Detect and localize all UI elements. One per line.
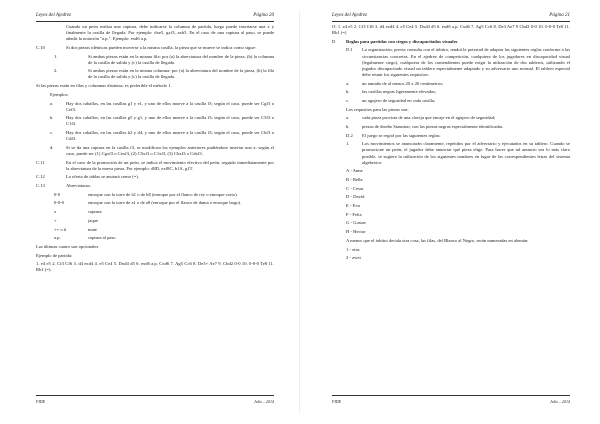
paragraph-text: 2 - zwei (346, 255, 361, 261)
footer-date: Julio – 2014 (254, 399, 274, 404)
paragraph-block (332, 168, 570, 174)
paragraph-text: Si ambas piezas están en la misma columna: por (a) la abreviatura del nombre de la pieza, (b) la fila de la casilla de salida y (c) la casilla de llegada. (88, 68, 274, 80)
page-body (36, 24, 274, 276)
paragraph-text: Ejemplos: (50, 91, 69, 97)
paragraph-label: 1. (54, 53, 58, 59)
paragraph-text: Reglas para partidas con ciegos y discapacitados visuales (346, 38, 458, 44)
paragraph-label: D (332, 38, 336, 44)
paragraph-block (36, 45, 274, 51)
paragraph-block (36, 54, 274, 66)
paragraph-text: las casillas negras ligeramente elevadas; (362, 89, 436, 95)
paragraph-block (332, 203, 570, 209)
paragraph-text: Si ambas piezas están en la misma fila: por (a) la abreviatura del nombre de la pieza, (b) la columna de la casilla de salida y (c) la casilla de llegada. (88, 53, 274, 65)
paragraph-text: Hay dos caballos, en las casillas g5 y g1, y uno de ellos mueve a la casilla f3; según el caso, puede ser C5f3 o C1f3. (66, 115, 274, 127)
paragraph-label: b. (50, 115, 54, 121)
paragraph-text: El juego se regirá por las siguientes reglas: (362, 132, 441, 138)
paragraph-label: x (54, 209, 57, 215)
paragraph-label: b. (346, 89, 350, 95)
paragraph-block (332, 220, 570, 226)
paragraph-block (36, 83, 274, 89)
paragraph-text: B - Bella (346, 177, 363, 182)
paragraph-block (332, 212, 570, 218)
paragraph-block (332, 115, 570, 121)
paragraph-label: C.11 (36, 159, 45, 165)
paragraph-label: a.p. (54, 235, 61, 241)
paragraph-label: b. (346, 123, 350, 129)
paragraph-block (36, 261, 274, 273)
paragraph-block (36, 68, 274, 80)
paragraph-label: C.12 (36, 174, 45, 180)
paragraph-text: O: 1. e4 e5 2. Cf3 Cf6 3. d4 exd4 4. e5 Ce4 5. Dxd4 d5 6. exd6 a.p. Cxd6 7. Ag5 Cc6 8. De3 Ae7 9 Cbd2 0-0 10. 0-0-0 Te8 11. Rb1 (=) (332, 24, 570, 36)
paragraph-block (36, 145, 274, 157)
paragraph-block (332, 238, 570, 244)
paragraph-block (332, 186, 570, 192)
paragraph-label: c. (346, 97, 350, 103)
paragraph-text: captura al paso (88, 235, 116, 241)
footer-date: Julio – 2014 (550, 399, 570, 404)
paragraph-block (332, 194, 570, 200)
paragraph-block (332, 107, 570, 113)
paragraph-text: Las últimas cuatro son opcionales (36, 243, 99, 249)
paragraph-label: C.10 (36, 44, 45, 50)
paragraph-text: La organización, previa consulta con el árbitro, tendrá la potestad de adaptar las siguientes reglas conforme a las circunstancias concretas. En el ajedrez de competición, cualquiera de los jugadores en discapacidad visual (legalmente ciego), cualquiera de los contendientes puede exigir la utilización de dos tableros, utilizando el jugador discapacitado visual un tablero especialmente adaptado y su adversario uno normal. El tablero especial debe reunir los siguientes requisitos: (362, 47, 570, 77)
paragraph-block (332, 98, 570, 104)
paragraph-text: cada pieza provista de una clavija que encaje en el agujero de seguridad; (362, 115, 496, 121)
paragraph-text: A - Anna (346, 168, 363, 174)
paragraph-block (332, 89, 570, 95)
paragraph-text: G - Gustav (346, 220, 367, 226)
paragraph-block (36, 101, 274, 113)
paragraph-block (332, 47, 570, 77)
paragraph-label: a. (50, 100, 54, 106)
page-footer (36, 395, 274, 406)
paragraph-block (36, 24, 274, 42)
paragraph-block (36, 200, 274, 206)
header-page-number: Página 20 (253, 13, 274, 18)
paragraph-text: C - Cesar (346, 185, 364, 191)
footer-org: FIDE (332, 399, 342, 404)
paragraph-text: mate (88, 226, 97, 232)
paragraph-text: La oferta de tablas se anotará como (=). (66, 174, 139, 180)
paragraph-text: 1 - eins (346, 246, 360, 252)
paragraph-text: Cuando un peón realiza una captura, debe indicarse la columna de partida, luego puede insertarse una x y finalmente la casilla de llegada. Por ejemplo: dxe5, gxf3, axb5. En el caso de una captura al paso, se puede añadir la notación "a.p.". Ejemplo: exd6 a.p. (66, 24, 274, 42)
paragraph-block (332, 247, 570, 253)
paragraph-text: 1. e4 e5 2. Cf3 Cf6 3. d4 exd4 4. e5 Ce4 5. Dxd4 d5 6. exd6 a.p. Cxd6 7. Ag5 Cc6 8. De3+ Ae7 9. Cbd2 0-0 10. 0-0-0 Te8 11. Rb1 (=). (36, 261, 274, 273)
paragraph-block (36, 192, 274, 198)
paragraph-text: F - Felix (346, 211, 362, 217)
paragraph-label: c. (50, 130, 54, 136)
paragraph-block (36, 115, 274, 127)
paragraph-label: D.2 (346, 132, 353, 138)
paragraph-label: 0-0 (54, 191, 61, 197)
paragraph-label: 1. (346, 141, 350, 147)
paragraph-block (332, 229, 570, 235)
header-page-number: Página 21 (549, 13, 570, 18)
paragraph-text: H - Hector (346, 229, 366, 235)
paragraph-block (36, 160, 274, 172)
paragraph-text: Abreviaturas: (66, 183, 92, 189)
right-page (300, 0, 600, 424)
paragraph-text: Los requisitos para las piezas son: (346, 106, 409, 112)
page-footer (332, 395, 570, 406)
paragraph-block (36, 235, 274, 241)
paragraph-text: Si dos piezas idénticas pueden moverse a la misma casilla, la pieza que se mueve se indica como sigue: (66, 44, 256, 50)
paragraph-block (36, 253, 274, 259)
paragraph-label: d. (50, 144, 54, 150)
paragraph-text: Los movimientos se anunciarán claramente, repetidos por el adversario y ejecutados en su tablero. Cuando se promocione un peón, el jugador debe anunciar qué pieza elige. Para hacer que tal anuncio sea lo más claro posible, se sugiere la utilización de los siguientes nombres en lugar de las correspondientes letras del sistema algebraico: (362, 141, 570, 165)
paragraph-label: C.13 (36, 183, 45, 189)
paragraph-label: + (54, 217, 57, 223)
paragraph-text: Si las piezas están en filas y columnas distintas, es preferible el método 1. (36, 83, 172, 89)
paragraph-label: a. (346, 80, 350, 86)
paragraph-block (36, 92, 274, 98)
paragraph-text: enroque con la torre de a1 o de a8 (enroque por el flanco de dama o enroque largo). (88, 200, 242, 206)
header-title: Leyes del Ajedrez (36, 13, 71, 18)
paragraph-text: E - Eva (346, 203, 360, 209)
paragraph-text: Si se da una captura en la casilla f3, se modifican los ejemplos anteriores pudiéndose insertar una x: según el caso, puede ser (1) Cgxf3 o Cexf3, (2) C5xf3 o C1xf3, (3) Chxf3 o Cdxf3. (66, 144, 274, 156)
paragraph-block (36, 218, 274, 224)
paragraph-block (332, 24, 570, 36)
paragraph-text: jaque (88, 217, 98, 223)
paragraph-text: captura (88, 209, 102, 215)
paragraph-text: Hay dos caballos, en las casillas g1 y e1, y uno de ellos mueve a la casilla f3; según el caso, puede ser Cgf3 o Cef3. (66, 100, 274, 112)
paragraph-block (36, 130, 274, 142)
paragraph-block (332, 39, 570, 45)
paragraph-text: un agujero de seguridad en cada casilla; (362, 97, 436, 103)
paragraph-label: 0-0-0 (54, 200, 64, 206)
paragraph-text: piezas de diseño Staunton, con las piezas negras especialmente identificadas. (362, 123, 504, 129)
paragraph-text: A menos que el árbitro decida otra cosa, las filas, del Blanco al Negro, serán numeradas en alemán: (346, 237, 529, 243)
paragraph-block (36, 227, 274, 233)
paragraph-label: 2. (54, 68, 58, 74)
paragraph-block (332, 81, 570, 87)
paragraph-block (332, 177, 570, 183)
page-header (36, 9, 274, 22)
paragraph-text: un tamaño de al menos 20 x 20 centímetros; (362, 80, 444, 86)
paragraph-text: enroque con la torre de h1 o de h8 (enroque por el flanco de rey o enroque corto). (88, 191, 238, 197)
paragraph-label: ++ o # (54, 226, 67, 232)
paragraph-block (36, 174, 274, 180)
paragraph-block (332, 133, 570, 139)
paragraph-block (332, 255, 570, 261)
footer-org: FIDE (36, 399, 46, 404)
paragraph-text: En el caso de la promoción de un peón, se indica el movimiento efectivo del peón, seguido inmediatamente por la abreviatura de la nueva pieza. Por ejemplo: d8D, exf8C, b1A, g1T. (66, 159, 274, 171)
paragraph-text: Ejemplo de partida: (36, 252, 73, 258)
paragraph-block (36, 244, 274, 250)
paragraph-block (36, 183, 274, 189)
page-header (332, 9, 570, 22)
paragraph-block (36, 209, 274, 215)
paragraph-block (332, 141, 570, 165)
header-title: Leyes del Ajedrez (332, 13, 367, 18)
paragraph-text: D - David (346, 194, 365, 200)
paragraph-label: a. (346, 115, 350, 121)
paragraph-label: D.1 (346, 47, 353, 53)
paragraph-text: Hay dos caballos, en las casillas h2 y d4, y uno de ellos mueve a la casilla f3; según el caso, puede ser Chf3 o Cdf3. (66, 130, 274, 142)
page-body (332, 24, 570, 264)
paragraph-block (332, 124, 570, 130)
